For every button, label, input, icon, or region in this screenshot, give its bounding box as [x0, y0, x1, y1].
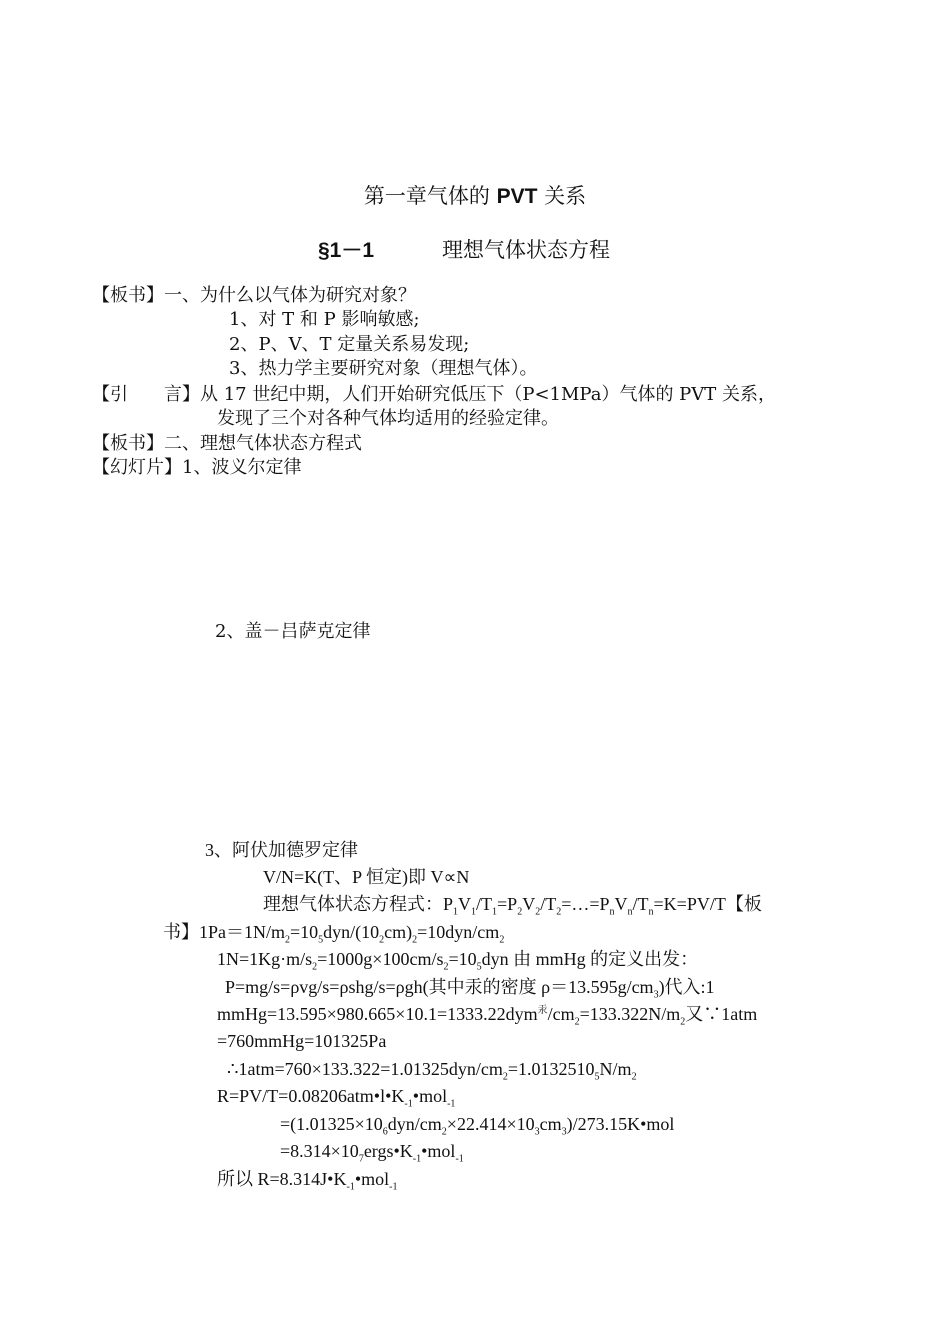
board-line-2: 【板书】二、理想气体状态方程式: [92, 433, 362, 454]
gas-constant-atm: $R=PV/T=0.08206atm•l•K_{-1}•mol_{-1}$: [217, 1086, 456, 1110]
reason-2: 2、P、V、T 定量关系易发现;: [229, 334, 470, 355]
mmhg-definition: P=mg/s=ρvg/s=ρshg/s=ρgh(其中汞的密度 $\rho=13.595g/cm_3$)代入:1: [225, 977, 715, 1001]
newton-conversion: $1N=1Kg\cdot m/s_2=1000g\times 100cm/s_2=10_5dyn$ 由 mmHg 的定义出发：: [217, 949, 699, 973]
section-title: 理想气体状态方程: [442, 238, 610, 262]
chapter-title: 第一章气体的 PVT 关系: [363, 184, 587, 208]
mmhg-value: $mmHg=13.595\times 980.665\times 10.1=1333.22dym^汞/cm_2=133.322N/m_2$又∵1atm: [217, 1004, 758, 1028]
gas-constant-ergs: $=8.314\times 10_7ergs•K_{-1}•mol_{-1}$: [280, 1141, 464, 1165]
pascal-conversion: 书】$1Pa=1N/m_2=10_5dyn/(10_2cm)_2=10dyn/cm_2$: [163, 922, 505, 946]
board-line-1: 【板书】一、为什么以气体为研究对象？: [92, 285, 416, 306]
atm-value: =760mmHg=101325Pa: [217, 1031, 387, 1051]
gas-constant-step: $=(1.01325\times 10_6dyn/cm_2\times 22.414\times 10_3cm_3)/273.15K•mol$: [280, 1114, 675, 1138]
avogadro-law: 3、阿伏加德罗定律: [205, 840, 358, 860]
slide-boyle: 【幻灯片】1、波义尔定律: [92, 457, 302, 478]
gas-constant-si: 所以 $R=8.314J•K_{-1}•mol_{-1}$: [217, 1169, 398, 1193]
avogadro-formula: V/N=K(T、P 恒定)即 V∝N: [263, 867, 470, 887]
ideal-gas-equation: 理想气体状态方程式：$P_1V_1/T_1=P_2V_2/T_2=\dots=P_nV_n/T_n=K=PV/T$【板: [263, 894, 762, 918]
section-number: §1－1: [318, 239, 375, 262]
atm-conversion: $\therefore 1atm=760\times 133.322=1.01325dyn/cm_2=1.0132510_5N/m_2$: [227, 1059, 637, 1083]
intro-line-1: 【引 言】从 17 世纪中期，人们开始研究低压下（P<1MPa）气体的 PVT 关系，: [92, 384, 777, 405]
intro-line-2: 发现了三个对各种气体均适用的经验定律。: [217, 408, 559, 429]
slide-gay-lussac: 2、盖－吕萨克定律: [215, 621, 371, 642]
reason-3: 3、热力学主要研究对象（理想气体）。: [229, 358, 538, 379]
reason-1: 1、对 T 和 P 影响敏感;: [229, 309, 420, 330]
